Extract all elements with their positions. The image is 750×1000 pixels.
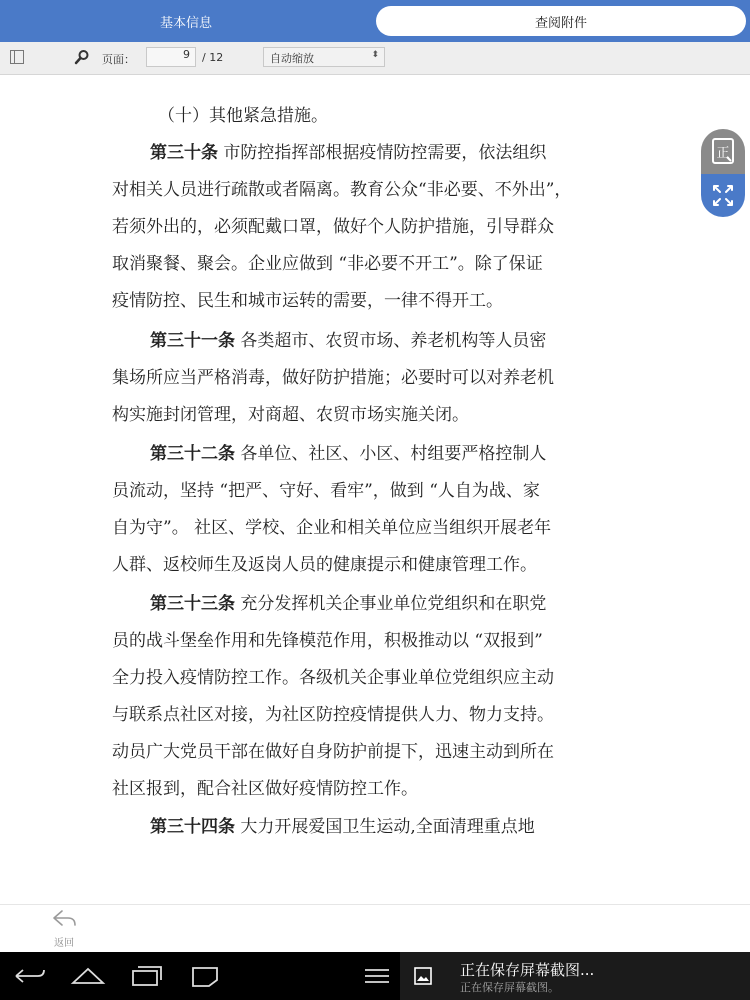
doc-line xyxy=(112,778,418,800)
line-text: 疫情防控、民生和城市运转的需要，一律不得开工。 xyxy=(112,291,503,311)
nav-home-icon[interactable] xyxy=(70,966,106,986)
line-text: 充分发挥机关企事业单位党组织和在职党 xyxy=(235,594,547,614)
line-text: 各类超市、农贸市场、养老机构等人员密 xyxy=(235,331,547,351)
line-text: 员的战斗堡垒作用和先锋模范作用，积极推动以 “双报到” xyxy=(112,631,543,651)
doc-line xyxy=(112,630,543,652)
back-button[interactable] xyxy=(48,906,80,950)
zoom-select[interactable] xyxy=(263,47,385,67)
nav-screenshot-icon[interactable] xyxy=(190,965,220,987)
line-text: （十）其他紧急措施。 xyxy=(158,106,328,126)
doc-line xyxy=(112,517,551,539)
line-text: 取消聚餐、聚会。企业应做到 “非必要不开工”。除了保证 xyxy=(112,254,543,274)
doc-line xyxy=(150,816,535,838)
nav-menu-icon[interactable] xyxy=(362,966,392,986)
line-text: 构实施封闭管理，对商超、农贸市场实施关闭。 xyxy=(112,405,469,425)
doc-line xyxy=(112,704,554,726)
notification-subtitle: 正在保存屏幕截图。 xyxy=(460,981,559,994)
expand-icon xyxy=(701,174,745,217)
sidebar-toggle-icon[interactable] xyxy=(10,50,24,64)
nav-back-icon[interactable] xyxy=(12,966,48,986)
doc-line xyxy=(158,105,328,127)
line-text: 若须外出的，必须配戴口罩，做好个人防护措施，引导群众 xyxy=(112,217,554,237)
tab-basic-info[interactable]: 基本信息 xyxy=(159,15,212,31)
system-nav-bar xyxy=(0,952,750,1000)
back-label: 返回 xyxy=(54,938,74,949)
doc-line xyxy=(112,404,469,426)
article-title: 第三十条 xyxy=(150,143,218,163)
bottom-app-bar xyxy=(0,904,750,953)
zoom-value: 自动缩放 xyxy=(270,52,314,65)
select-caret-icon: ⬍ xyxy=(371,50,379,60)
line-text: 大力开展爱国卫生运动,全面清理重点地 xyxy=(235,817,535,837)
article-title: 第三十二条 xyxy=(150,444,235,464)
pdf-toolbar xyxy=(0,42,750,75)
line-text: 全力投入疫情防控工作。各级机关企事业单位党组织应主动 xyxy=(112,668,554,688)
line-text: 人群、返校师生及返岗人员的健康提示和健康管理工作。 xyxy=(112,555,537,575)
image-icon xyxy=(414,967,432,985)
tab-view-attachment[interactable]: 查阅附件 xyxy=(376,6,746,36)
doc-line xyxy=(112,216,554,238)
line-text: 市防控指挥部根据疫情防控需要，依法组织 xyxy=(218,143,547,163)
line-text: 动员广大党员干部在做好自身防护前提下，迅速主动到所在 xyxy=(112,742,554,762)
doc-line xyxy=(112,667,554,689)
doc-line xyxy=(112,253,543,275)
correct-document-button[interactable] xyxy=(701,129,745,174)
search-icon[interactable] xyxy=(74,49,90,65)
page-total: / 12 xyxy=(202,51,224,64)
doc-line xyxy=(112,741,554,763)
doc-line xyxy=(112,480,540,502)
nav-recent-apps-icon[interactable] xyxy=(130,964,164,988)
line-text: 集场所应当严格消毒，做好防护措施；必要时可以对养老机 xyxy=(112,368,554,388)
screenshot-notification[interactable] xyxy=(400,952,750,1000)
doc-line xyxy=(112,367,554,389)
doc-line xyxy=(150,330,546,352)
page-number-input[interactable] xyxy=(146,47,196,67)
article-title: 第三十三条 xyxy=(150,594,235,614)
article-title: 第三十四条 xyxy=(150,817,235,837)
notification-title: 正在保存屏幕截图... xyxy=(460,961,595,979)
doc-line xyxy=(112,179,571,201)
correct-icon-text: 正 xyxy=(716,146,730,161)
document-correct-icon xyxy=(701,129,745,174)
line-text: 与联系点社区对接，为社区防控疫情提供人力、物力支持。 xyxy=(112,705,554,725)
doc-line xyxy=(150,142,546,164)
current-page-value: 9 xyxy=(183,48,190,61)
page-label: 页面： xyxy=(102,53,135,66)
back-arrow-icon xyxy=(48,906,80,932)
line-text: 社区报到，配合社区做好疫情防控工作。 xyxy=(112,779,418,799)
doc-line xyxy=(150,443,546,465)
line-text: 对相关人员进行疏散或者隔离。教育公众“非必要、不外出”， xyxy=(112,180,572,200)
floating-action-group xyxy=(701,129,745,219)
article-title: 第三十一条 xyxy=(150,331,235,351)
doc-line xyxy=(112,554,537,576)
line-text: 各单位、社区、小区、村组要严格控制人 xyxy=(235,444,547,464)
line-text: 员流动，坚持 “把严、守好、看牢”，做到 “人自为战、家 xyxy=(112,481,540,501)
fullscreen-button[interactable] xyxy=(701,174,745,217)
top-tab-bar xyxy=(0,0,750,42)
line-text: 自为守”。 社区、学校、企业和相关单位应当组织开展老年 xyxy=(112,518,552,538)
doc-line xyxy=(150,593,546,615)
doc-line xyxy=(112,290,503,312)
